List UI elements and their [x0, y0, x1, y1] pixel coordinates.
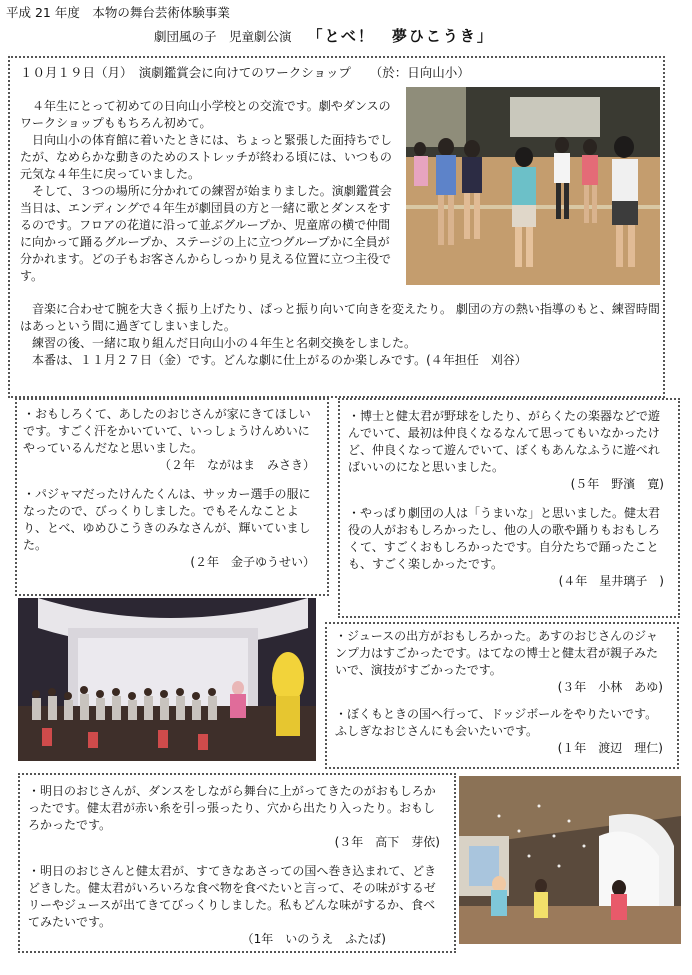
photo-stage-performance	[18, 598, 316, 761]
workshop-paragraph: 音楽に合わせて腕を大きく振り上げたり、ぱっと振り向いて向きを変えたり。 劇団の方の熱い指導のもと、練習時間はあっという間に過ぎてしまいました。	[20, 302, 660, 334]
workshop-article	[8, 56, 665, 398]
comment-text: ・おもしろくて、あしたのおじさんが家にきてほしいです。すごく汗をかいていて、いっしょうけんめいにやっているんだなと思いました。	[23, 407, 311, 456]
comment-text: ・ぼくもときの国へ行って、ドッジボールをやりたいです。ふしぎなおじさんにも会いたいです。	[335, 707, 658, 739]
comment-text: ・やっぱり劇団の人は「うまいな」と思いました。健太君役の人がおもしろかったし、他の人の歌や踊りもおもしろくて、すごくおもしろかったです。自分たちで踊ったことも、すごく楽しかったです。	[348, 506, 661, 572]
workshop-heading: １０月１９日（月） 演劇鑑賞会に向けてのワークショップ （於：日向山小）	[20, 65, 470, 80]
comment-author: (５年 野濱 寛)	[570, 477, 664, 492]
play-title: 「とべ！ 夢ひこうき」	[307, 27, 494, 45]
workshop-body	[20, 98, 400, 285]
comment-text: ・明日のおじさんと健太君が、すてきなあさっての国へ巻き込まれて、どきどきした。健太君がいろいろな食べ物を食べたいと言って、その味がするゼリーやジュースが出てきてびっくりしました。私もどんな味がするか、食べてみたいです。	[28, 864, 437, 930]
photo-gym-stage	[459, 776, 681, 944]
photo-gym-workshop	[406, 87, 660, 285]
comment-author: （２年 ながはま みさき）	[158, 458, 315, 473]
company-name: 劇団風の子 児童劇公演	[154, 29, 292, 44]
workshop-paragraph: そして、３つの場所に分かれての練習が始まりました。演劇鑑賞会当日は、エンディングで４年生が劇団員の方と一緒に歌とダンスをするのです。フロアの花道に沿って並ぶグループか、児童席の横で仲間に向かって踊るグループか、ステージの上に立つグループかに全員が分かれます。どの子もお客さんからしっかり見える位置に立つ主役です。	[20, 184, 392, 284]
header-line-2	[154, 26, 494, 47]
comment-box-middle	[325, 622, 679, 769]
comment-author: （1年 いのうえ ふたば)	[241, 932, 386, 947]
photo-gym-workshop-image	[406, 87, 660, 285]
comment-text: ・明日のおじさんが、ダンスをしながら舞台に上がってきたのがおもしろかったです。健太君が赤い糸を引っ張ったり、穴から出たり入ったり。おもしろかったです。	[28, 784, 436, 833]
comment-box-left	[15, 398, 329, 596]
comment-box-bottom	[18, 773, 456, 953]
comment-text: ・博士と健太君が野球をしたり、がらくたの楽器などで遊んでいて、最初は仲良くなるなんて思ってもいなかったけど、仲良くなって遊んでいて、ぼくもあんなふうに遊べればいいのになと思いました。	[348, 409, 661, 475]
comment-text: ・パジャマだったけんたくんは、サッカー選手の服になったので、びっくりしました。でもそんなことより、とべ、ゆめひこうきのみなさんが、輝いていました。	[23, 487, 311, 553]
workshop-paragraph: 日向山小の体育館に着いたときには、ちょっと緊張した面持ちでしたが、なめらかな動きのためのストレッチが終わる頃には、いつもの元気な４年生に戻っていました。	[20, 133, 392, 182]
comment-author: (２年 金子ゆうせい）	[190, 555, 315, 570]
header-line-1: 平成 21 年度 本物の舞台芸術体験事業	[6, 5, 230, 20]
comment-author: (３年 高下 芽依)	[334, 835, 440, 850]
workshop-body-continued	[20, 301, 660, 369]
comment-author: (３年 小林 あゆ)	[557, 680, 663, 695]
workshop-paragraph: 本番は、１１月２７日（金）です。どんな劇に仕上がるのか楽しみです。(４年担任 刈谷）	[32, 353, 527, 368]
workshop-paragraph: ４年生にとって初めての日向山小学校との交流です。劇やダンスのワークショップももちろん初めて。	[20, 99, 391, 131]
comment-box-right	[338, 398, 680, 618]
photo-gym-stage-image	[459, 776, 681, 944]
comment-author: (４年 星井璃子 )	[558, 574, 664, 589]
workshop-paragraph: 練習の後、一緒に取り組んだ日向山小の４年生と名刺交換をしました。	[32, 336, 417, 351]
comment-text: ・ジュースの出方がおもしろかった。あすのおじさんのジャンプ力はすごかったです。はてなの博士と健太君が親子みたいで、演技がすごかったです。	[335, 629, 659, 678]
photo-stage-performance-image	[18, 598, 316, 761]
comment-author: (１年 渡辺 理仁)	[557, 741, 663, 756]
